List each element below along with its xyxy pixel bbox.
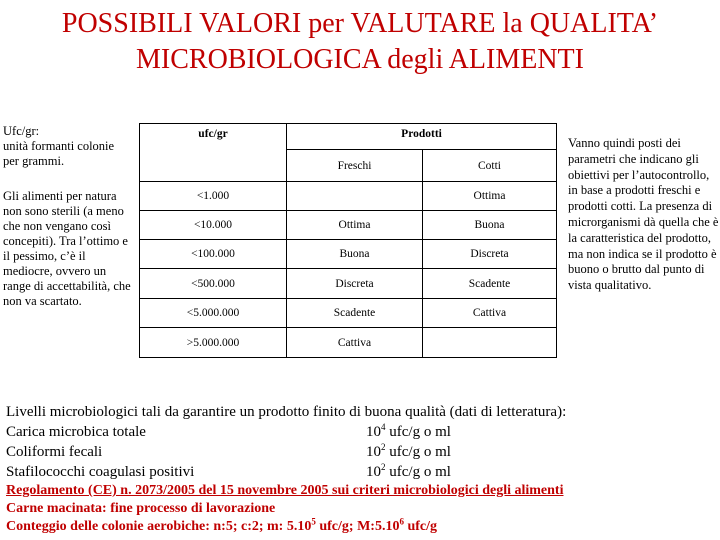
- cell-freschi: Discreta: [287, 269, 423, 299]
- level-value: $10^2$ ufc/g o ml: [366, 442, 451, 460]
- title-line-1: POSSIBILI VALORI per VALUTARE la QUALITA’: [61, 8, 659, 39]
- cell-ufc: <1.000: [140, 182, 287, 211]
- right-text-box: [568, 136, 720, 294]
- ufc-definition: unità formanti colonie per grammi.: [3, 139, 115, 168]
- cell-ufc: <5.000.000: [140, 299, 287, 328]
- cell-ufc: >5.000.000: [140, 328, 287, 358]
- table-row: [140, 240, 557, 269]
- autocontrollo-note: Vanno quindi posti dei parametri che indicano gli obiettivi per l’autocontrollo, in base a prodotti freschi e prodotti cotti. La presenza di microrganismi dà quella che è la caratteristica del prodotto, ma non indica se il prodotto è buono o brutto dal punto di vista qualitativo.: [568, 136, 719, 293]
- title-line-2: MICROBIOLOGICA degli ALIMENTI: [136, 44, 584, 75]
- carne-macinata-line: Carne macinata: fine processo di lavorazione: [6, 501, 276, 516]
- table-subheader-row: [140, 150, 557, 182]
- table-row: [140, 211, 557, 240]
- cell-freschi: Scadente: [287, 299, 423, 328]
- cell-freschi: Cattiva: [287, 328, 423, 358]
- level-value: $10^4$ ufc/g o ml: [366, 422, 451, 440]
- table-row: [140, 328, 557, 358]
- level-label: Coliformi fecali: [6, 444, 103, 460]
- levels-intro: Livelli microbiologici tali da garantire un prodotto finito di buona qualità (dati di letteratura):: [6, 404, 567, 420]
- cell-cotti: Discreta: [423, 240, 557, 269]
- cell-ufc: <10.000: [140, 211, 287, 240]
- header-prodotti: Prodotti: [287, 124, 557, 150]
- table-row: [140, 269, 557, 299]
- table-header-row: [140, 124, 557, 150]
- header-cotti: Cotti: [423, 150, 557, 182]
- header-ufc-empty: [140, 150, 287, 182]
- bottom-text-block: [6, 402, 718, 536]
- header-freschi: Freschi: [287, 150, 423, 182]
- cell-ufc: <100.000: [140, 240, 287, 269]
- header-ufc: ufc/gr: [140, 124, 287, 150]
- conteggio-line: Conteggio delle colonie aerobiche: n:5; c:2; m: 5.10$^5$ ufc/g; M:5.10$^6$ ufc/g: [6, 516, 438, 534]
- level-label: Stafilococchi coagulasi positivi: [6, 464, 195, 480]
- level-item: [6, 422, 718, 442]
- regulation-reference: Regolamento (CE) n. 2073/2005 del 15 novembre 2005 sui criteri microbiologici degli alimenti: [6, 483, 564, 498]
- cell-freschi: [287, 182, 423, 211]
- level-item: [6, 442, 718, 462]
- level-label: Carica microbica totale: [6, 424, 146, 440]
- cell-cotti: Scadente: [423, 269, 557, 299]
- cell-cotti: Cattiva: [423, 299, 557, 328]
- cell-freschi: Buona: [287, 240, 423, 269]
- foods-explanation: Gli alimenti per natura non sono sterili (a meno che non vengano così concepiti). Tra l’ottimo e il pessimo, c’è il mediocre, ovvero un range di accettabilità, che non va scartato.: [3, 189, 131, 308]
- quality-table: [139, 123, 557, 358]
- ufc-definition-heading: Ufc/gr:: [3, 124, 40, 138]
- cell-freschi: Ottima: [287, 211, 423, 240]
- level-value: $10^2$ ufc/g o ml: [366, 462, 451, 480]
- cell-ufc: <500.000: [140, 269, 287, 299]
- table-row: [140, 182, 557, 211]
- table-row: [140, 299, 557, 328]
- cell-cotti: Ottima: [423, 182, 557, 211]
- slide-title: [0, 6, 720, 78]
- left-text-box: [3, 124, 131, 309]
- cell-cotti: Buona: [423, 211, 557, 240]
- cell-cotti: [423, 328, 557, 358]
- level-item: [6, 462, 718, 482]
